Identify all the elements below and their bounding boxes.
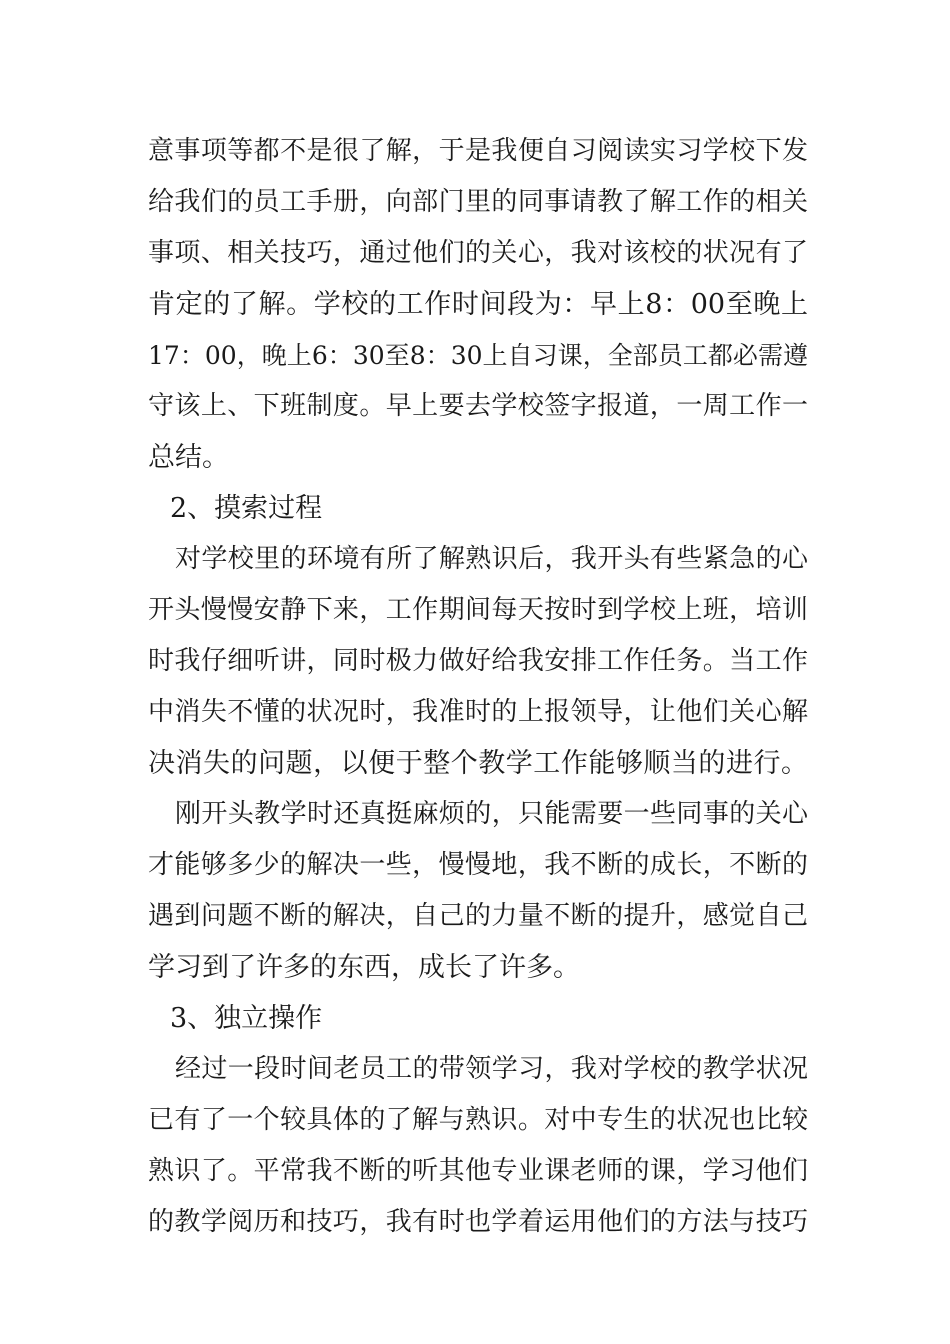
text-line: 才能够多少的解决一些，慢慢地，我不断的成长，不断的 — [148, 850, 808, 880]
text-line: 给我们的员工手册，向部门里的同事请教了解工作的相关 — [148, 187, 808, 217]
text-line: 事项、相关技巧，通过他们的关心，我对该校的状况有了 — [148, 238, 808, 268]
text-line: 决消失的问题，以便于整个教学工作能够顺当的进行。 — [148, 748, 808, 779]
text-line: 熟识了。平常我不断的听其他专业课老师的课，学习他们 — [148, 1156, 808, 1186]
text-line: 开头慢慢安静下来，工作期间每天按时到学校上班，培训 — [148, 595, 808, 625]
body-text — [148, 126, 808, 1248]
paragraph-first-line: 对学校里的环境有所了解熟识后，我开头有些紧急的心 — [175, 544, 808, 574]
text-line: 遇到问题不断的解决，自己的力量不断的提升，感觉自己 — [148, 901, 808, 931]
paragraph-first-line: 经过一段时间老员工的带领学习，我对学校的教学状况 — [175, 1054, 808, 1084]
text-line: 总结。 — [148, 442, 229, 473]
section-heading: 3、独立操作 — [170, 1003, 323, 1034]
text-line: 学习到了许多的东西，成长了许多。 — [148, 952, 580, 983]
text-line: 时我仔细听讲，同时极力做好给我安排工作任务。当工作 — [148, 646, 808, 676]
text-line: 的教学阅历和技巧，我有时也学着运用他们的方法与技巧 — [148, 1207, 808, 1237]
text-line: 已有了一个较具体的了解与熟识。对中专生的状况也比较 — [148, 1105, 808, 1135]
paragraph-first-line: 刚开头教学时还真挺麻烦的，只能需要一些同事的关心 — [175, 799, 808, 829]
text-line: 守该上、下班制度。早上要去学校签字报道，一周工作一 — [148, 391, 808, 421]
text-line: 17：00，晚上6：30至8：30上自习课，全部员工都必需遵 — [148, 341, 808, 370]
text-line: 意事项等都不是很了解，于是我便自习阅读实习学校下发 — [148, 136, 808, 166]
section-heading: 2、摸索过程 — [170, 493, 323, 524]
text-line: 中消失不懂的状况时，我准时的上报领导，让他们关心解 — [148, 697, 808, 727]
text-line: 肯定的了解。学校的工作时间段为：早上8：00至晚上 — [148, 289, 808, 320]
